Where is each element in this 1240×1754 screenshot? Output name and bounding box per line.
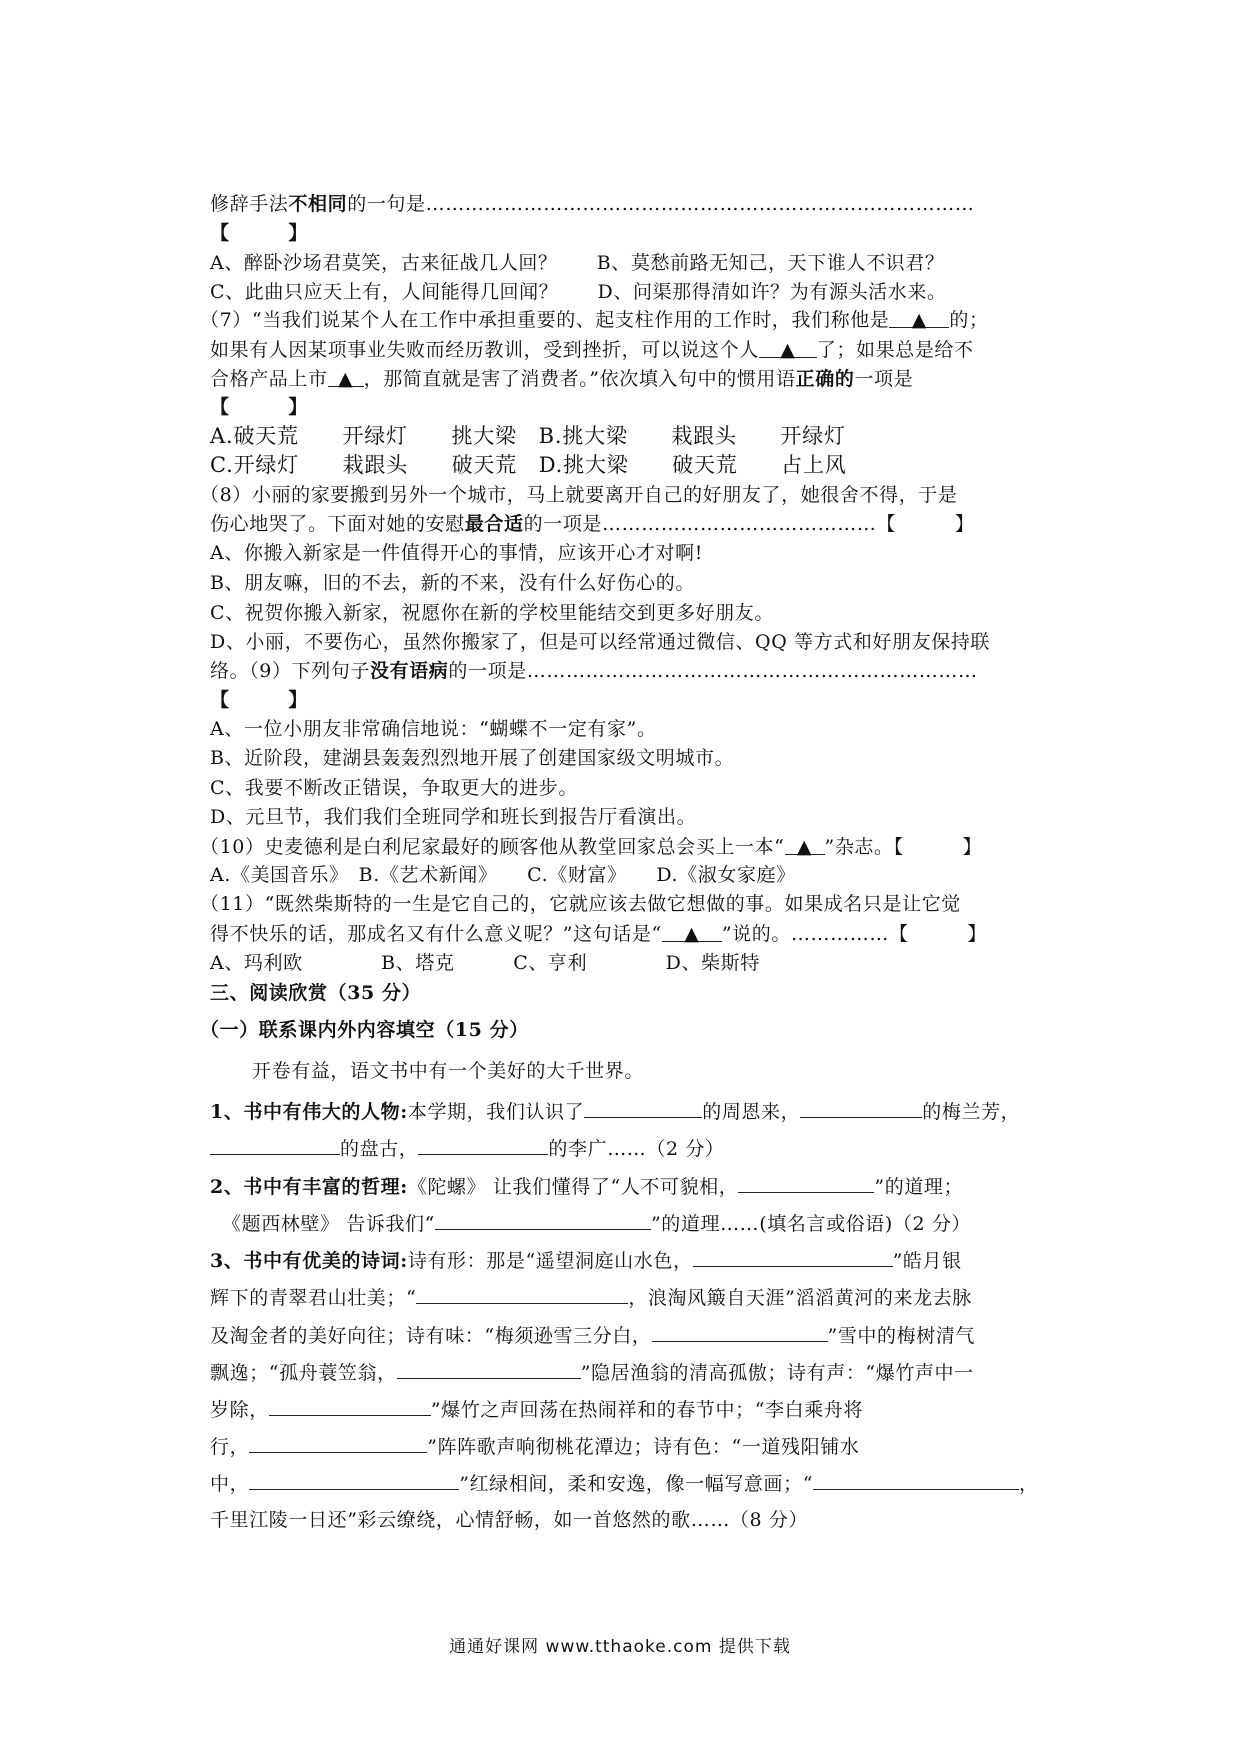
q7-text: 了；如果总是给不 [816,339,974,361]
q7-line3 [210,366,913,392]
q7-blank-3 [328,366,364,390]
q6-answer-bracket: 【 】 [210,222,309,244]
page-footer: 通通好课网 www.tthaoke.com 提供下载 [449,1637,791,1657]
q8-option-b: B、朋友嘛，旧的不去，新的不来，没有什么好伤心的。 [210,572,695,594]
q7-options-cd: C.开绿灯 栽跟头 破天荒 D.挑大梁 破天荒 占上风 [210,453,847,477]
item3-blank-7[interactable] [249,1469,459,1490]
section-title: 三、阅读欣赏（35 分） [210,982,422,1004]
item3-text: ”爆竹之声回荡在热闹祥和的春节中；“李白乘舟将 [430,1399,864,1421]
item3-text: 飘逸；“孤舟蓑笠翁， [210,1362,397,1384]
q7-line2 [210,337,974,363]
item3-blank-1[interactable] [693,1246,893,1267]
item3-line2 [210,1283,972,1311]
q6-emphasis: 不相同 [288,193,348,215]
section-subtitle: （一）联系课内外内容填空（15 分） [200,1019,529,1041]
item1-text: 的李广……（2 分） [548,1138,725,1160]
q7-emphasis: 正确的 [795,368,855,390]
item2-line2 [222,1209,971,1237]
q7-text: 如果有人因某项事业失败而经历教训，受到挫折，可以说这个人 [210,339,759,361]
q10-line1 [200,834,982,860]
q11-text: ”说的。……………【 】 [721,923,987,945]
q10-text: ”杂志。【 】 [824,836,983,858]
item2-text: 《陀螺》 让我们懂得了“人不可貌相， [407,1176,739,1198]
q6-line1 [210,191,974,217]
q6-options-cd: C、此曲只应天上有，人间能得几回闻？ D、问渠那得清如许？为有源头活水来。 [210,281,947,303]
item1-label: 1、书中有伟大的人物: [210,1101,408,1123]
item3-blank-2[interactable] [416,1283,628,1304]
q6-dots: 的一句是………………………………………………………………………… [347,193,975,215]
triangle-icon: ▲ [911,309,928,331]
item3-line3 [210,1321,975,1349]
q8-line2 [210,511,974,537]
q11-blank [662,921,722,945]
item3-blank-3[interactable] [652,1321,828,1342]
item1-line1 [210,1097,1020,1125]
q7-text: 一项是 [854,368,914,390]
item3-text: ， [1019,1473,1039,1495]
q7-text: 的； [949,309,989,331]
q7-blank-1 [889,307,949,331]
q8-option-a: A、你搬入新家是一件值得开心的事情，应该开心才对啊! [210,542,703,564]
q8-line1: （8）小丽的家要搬到另外一个城市，马上就要离开自己的好朋友了，她很舍不得，于是 [200,484,958,506]
item3-blank-8[interactable] [813,1469,1019,1490]
item3-line4 [210,1358,974,1386]
item1-blank-1[interactable] [584,1097,702,1118]
item2-blank-1[interactable] [738,1172,874,1193]
item3-line5 [210,1395,863,1423]
item3-line8: 千里江陵一日还”彩云缭绕，心情舒畅，如一首悠然的歌……（8 分） [210,1509,809,1531]
item3-text: ”隐居渔翁的清高孤傲；诗有声：“爆竹声中一 [580,1362,974,1384]
q10-blank [785,834,825,858]
item3-blank-4[interactable] [397,1358,581,1379]
q11-options: A、玛利欧 B、塔克 C、亨利 D、柴斯特 [210,952,760,974]
item1-text: 本学期，我们认识了 [407,1101,585,1123]
q11-text: 得不快乐的话，那成名又有什么意义呢？”这句话是“ [210,923,662,945]
q7-text: 合格产品上市 [210,368,328,390]
item3-text: ，浪淘风簸自天涯”滔滔黄河的来龙去脉 [628,1287,972,1309]
item3-text: ”红绿相间，柔和安逸，像一幅写意画；“ [459,1473,814,1495]
item3-text: ”皓月银 [892,1250,962,1272]
item2-blank-2[interactable] [435,1209,651,1230]
item3-text: 及淘金者的美好向往；诗有味：“梅须逊雪三分白， [210,1325,652,1347]
q11-line1: （11）“既然柴斯特的一生是它自己的，它就应该去做它想做的事。如果成名只是让它觉 [200,893,961,915]
item3-blank-6[interactable] [249,1432,427,1453]
q10-options: A.《美国音乐》 B.《艺术新闻》 C.《财富》 D.《淑女家庭》 [210,864,796,886]
q9-answer-bracket: 【 】 [210,689,309,711]
q9-text: 络。（9）下列句子 [210,660,370,682]
q8-text: 伤心地哭了。下面对她的安慰 [210,513,465,535]
q7-line1 [200,307,989,333]
q7-options-ab: A.破天荒 开绿灯 挑大梁 B.挑大梁 栽跟头 开绿灯 [210,424,846,448]
item3-label: 3、书中有优美的诗词: [210,1250,408,1272]
q8-option-c: C、祝贺你搬入新家，祝愿你在新的学校里能结交到更多好朋友。 [210,602,774,624]
q9-emphasis: 没有语病 [370,660,449,682]
triangle-icon: ▲ [684,923,700,945]
q9-line1 [210,658,978,684]
item2-label: 2、书中有丰富的哲理: [210,1176,408,1198]
item1-line2 [210,1134,725,1162]
q7-text: ，那简直就是害了消费者。”依次填入句中的惯用语 [363,368,796,390]
triangle-icon: ▲ [338,368,354,390]
q11-line2 [210,921,987,947]
q6-options-ab: A、醉卧沙场君莫笑，古来征战几人回？ B、莫愁前路无知己，天下谁人不识君？ [210,252,945,274]
item3-line1 [210,1246,962,1274]
q7-text: （7）“当我们说某个人在工作中承担重要的、起支柱作用的工作时，我们称他是 [200,309,890,331]
item3-text: ”雪中的梅树清气 [827,1325,976,1347]
item3-text: 诗有形：那是“遥望洞庭山水色， [407,1250,693,1272]
item3-blank-5[interactable] [269,1395,431,1416]
q9-option-b: B、近阶段，建湖县轰轰烈烈地开展了创建国家级文明城市。 [210,747,735,769]
item2-text: 《题西林壁》 告诉我们“ [222,1213,435,1235]
item2-text: ”的道理； [874,1176,964,1198]
q7-blank-2 [759,337,817,361]
q7-answer-bracket: 【 】 [210,396,309,418]
q9-option-c: C、我要不断改正错误，争取更大的进步。 [210,777,578,799]
item1-text: 的周恩来， [702,1101,801,1123]
item3-text: 中， [210,1473,250,1495]
item1-blank-2[interactable] [800,1097,922,1118]
q9-dots: 的一项是…………………………………………………………… [448,660,978,682]
q8-emphasis: 最合适 [464,513,524,535]
q9-option-d: D、元旦节，我们我们全班同学和班长到报告厅看演出。 [210,806,697,828]
q6-text: 修辞手法 [210,193,289,215]
item1-text: 的盘古， [340,1138,419,1160]
item3-text: 辉下的青翠君山壮美；“ [210,1287,417,1309]
q8-text: 的一项是……………………………………【 】 [523,513,975,535]
q9-option-a: A、一位小朋友非常确信地说：“蝴蝶不一定有家”。 [210,718,657,740]
item1-blank-4[interactable] [418,1134,548,1155]
section-intro: 开卷有益，语文书中有一个美好的大千世界。 [252,1060,645,1082]
item1-blank-3[interactable] [210,1134,340,1155]
triangle-icon: ▲ [796,836,813,858]
triangle-icon: ▲ [780,339,796,361]
item3-text: ”阵阵歌声响彻桃花潭边；诗有色：“一道残阳铺水 [427,1436,860,1458]
item1-text: 的梅兰芳， [922,1101,1021,1123]
item3-text: 岁除， [210,1399,269,1421]
item3-line6 [210,1432,859,1460]
item2-text: ”的道理……(填名言或俗语)（2 分） [650,1213,972,1235]
item3-text: 行， [210,1436,250,1458]
item3-line7 [210,1469,1039,1497]
item2-line1 [210,1172,963,1200]
q10-text: （10）史麦德利是白利尼家最好的顾客他从教堂回家总会买上一本“ [200,836,785,858]
q8-option-d: D、小丽，不要伤心，虽然你搬家了，但是可以经常通过微信、QQ 等方式和好朋友保持联 [210,631,991,653]
